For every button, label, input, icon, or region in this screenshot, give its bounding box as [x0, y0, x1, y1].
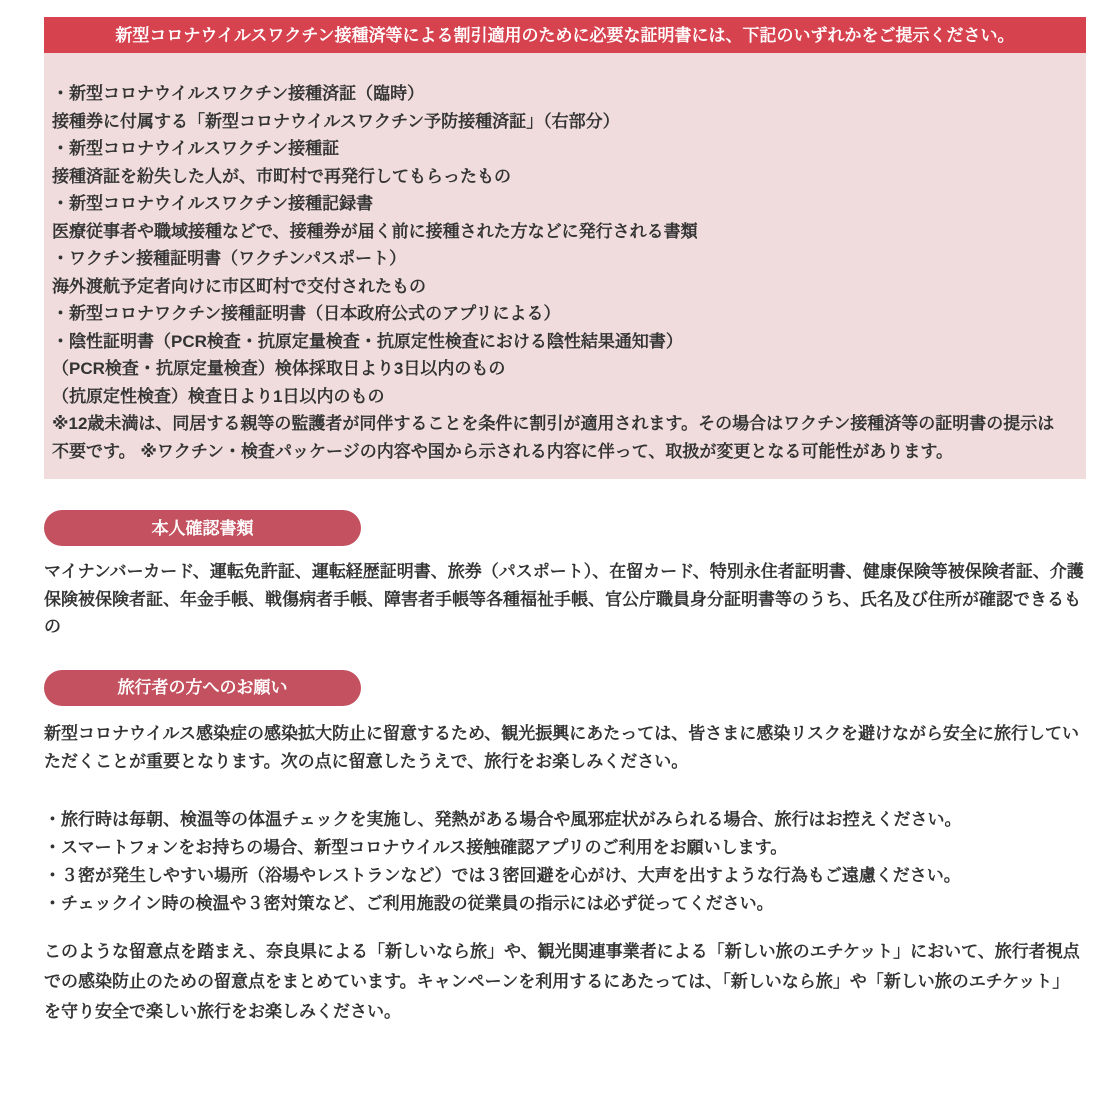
certificate-list-line: 海外渡航予定者向けに市区町村で交付されたもの	[52, 276, 426, 296]
traveler-request-item: ・３密が発生しやすい場所（浴場やレストランなど）では３密回避を心がけ、大声を出すような行為もご遠慮ください。	[44, 865, 961, 885]
certificate-notice-header-text: 新型コロナウイルスワクチン接種済等による割引適用のために必要な証明書には、下記のいずれかをご提示ください。	[115, 25, 1015, 45]
traveler-request-heading	[44, 670, 361, 706]
traveler-request-item: ・チェックイン時の検温や３密対策など、ご利用施設の従業員の指示には必ず従ってください。	[44, 893, 774, 913]
certificate-notice-header	[44, 17, 1086, 53]
page-content	[44, 17, 1086, 1058]
identity-documents-heading-text: 本人確認書類	[151, 518, 254, 538]
certificate-list-line: ・新型コロナウイルスワクチン接種済証（臨時）	[52, 84, 425, 103]
identity-documents-heading	[44, 510, 361, 546]
certificate-list-line: 接種済証を紛失した人が、市町村で再発行してもらったもの	[52, 166, 511, 186]
bottom-spacer	[44, 1027, 1086, 1058]
certificate-list-line: ・新型コロナウイルスワクチン接種記録書	[52, 194, 374, 213]
identity-documents-body: マイナンバーカード、運転免許証、運転経歴証明書、旅券（パスポート）、在留カード、特別永住者証明書、健康保険等被保険者証、介護保険被保険者証、年金手帳、戦傷病者手帳、障害者手帳等各種福祉手帳、官公庁職員身分証明書等のうち、氏名及び住所が確認できるもの	[44, 562, 1084, 636]
traveler-request-list	[44, 806, 1086, 918]
certificate-list-line: ・新型コロナワクチン接種証明書（日本政府公式のアプリによる）	[52, 304, 561, 323]
certificate-list-line: （PCR検査・抗原定量検査）検体採取日より3日以内のもの	[52, 359, 506, 378]
certificate-list-line: ・新型コロナウイルスワクチン接種証	[52, 139, 340, 158]
traveler-request-item: ・スマートフォンをお持ちの場合、新型コロナウイルス接触確認アプリのご利用をお願いします。	[44, 837, 788, 857]
traveler-request-intro: 新型コロナウイルス感染症の感染拡大防止に留意するため、観光振興にあたっては、皆さまに感染リスクを避けながら安全に旅行していただくことが重要となります。次の点に留意したうえで、旅行をお楽しみください。	[44, 723, 1079, 771]
certificate-list-line: 医療従事者や職域接種などで、接種券が届く前に接種された方などに発行される書類	[52, 221, 698, 241]
traveler-request-heading-text: 旅行者の方へのお願い	[117, 678, 288, 697]
certificate-list-line: ・ワクチン接種証明書（ワクチンパスポート）	[52, 249, 407, 268]
certificate-list-line: ・陰性証明書（PCR検査・抗原定量検査・抗原定性検査における陰性結果通知書）	[52, 331, 683, 351]
certificate-list-line: （抗原定性検査）検査日より1日以内のもの	[52, 386, 385, 406]
certificate-note: ※12歳未満は、同居する親等の監護者が同伴することを条件に割引が適用されます。その場合はワクチン接種済等の証明書の提示は不要です。 ※ワクチン・検査パッケージの内容や国から示される内容に伴って、取扱が変更となる可能性があります。	[52, 414, 1055, 461]
certificate-list-line: 接種券に付属する「新型コロナウイルスワクチン予防接種済証」（右部分）	[52, 111, 620, 131]
traveler-request-item: ・旅行時は毎朝、検温等の体温チェックを実施し、発熱がある場合や風邪症状がみられる場合、旅行はお控えください。	[44, 809, 962, 829]
certificate-notice-box	[44, 53, 1086, 479]
traveler-closing-paragraph: このような留意点を踏まえ、奈良県による「新しいなら旅」や、観光関連事業者による「新しい旅のエチケット」において、旅行者視点での感染防止のための留意点をまとめています。キャンペーンを利用するにあたっては、「新しいなら旅」や「新しい旅のエチケット」を守り安全で楽しい旅行をお楽しみください。	[44, 941, 1080, 1021]
